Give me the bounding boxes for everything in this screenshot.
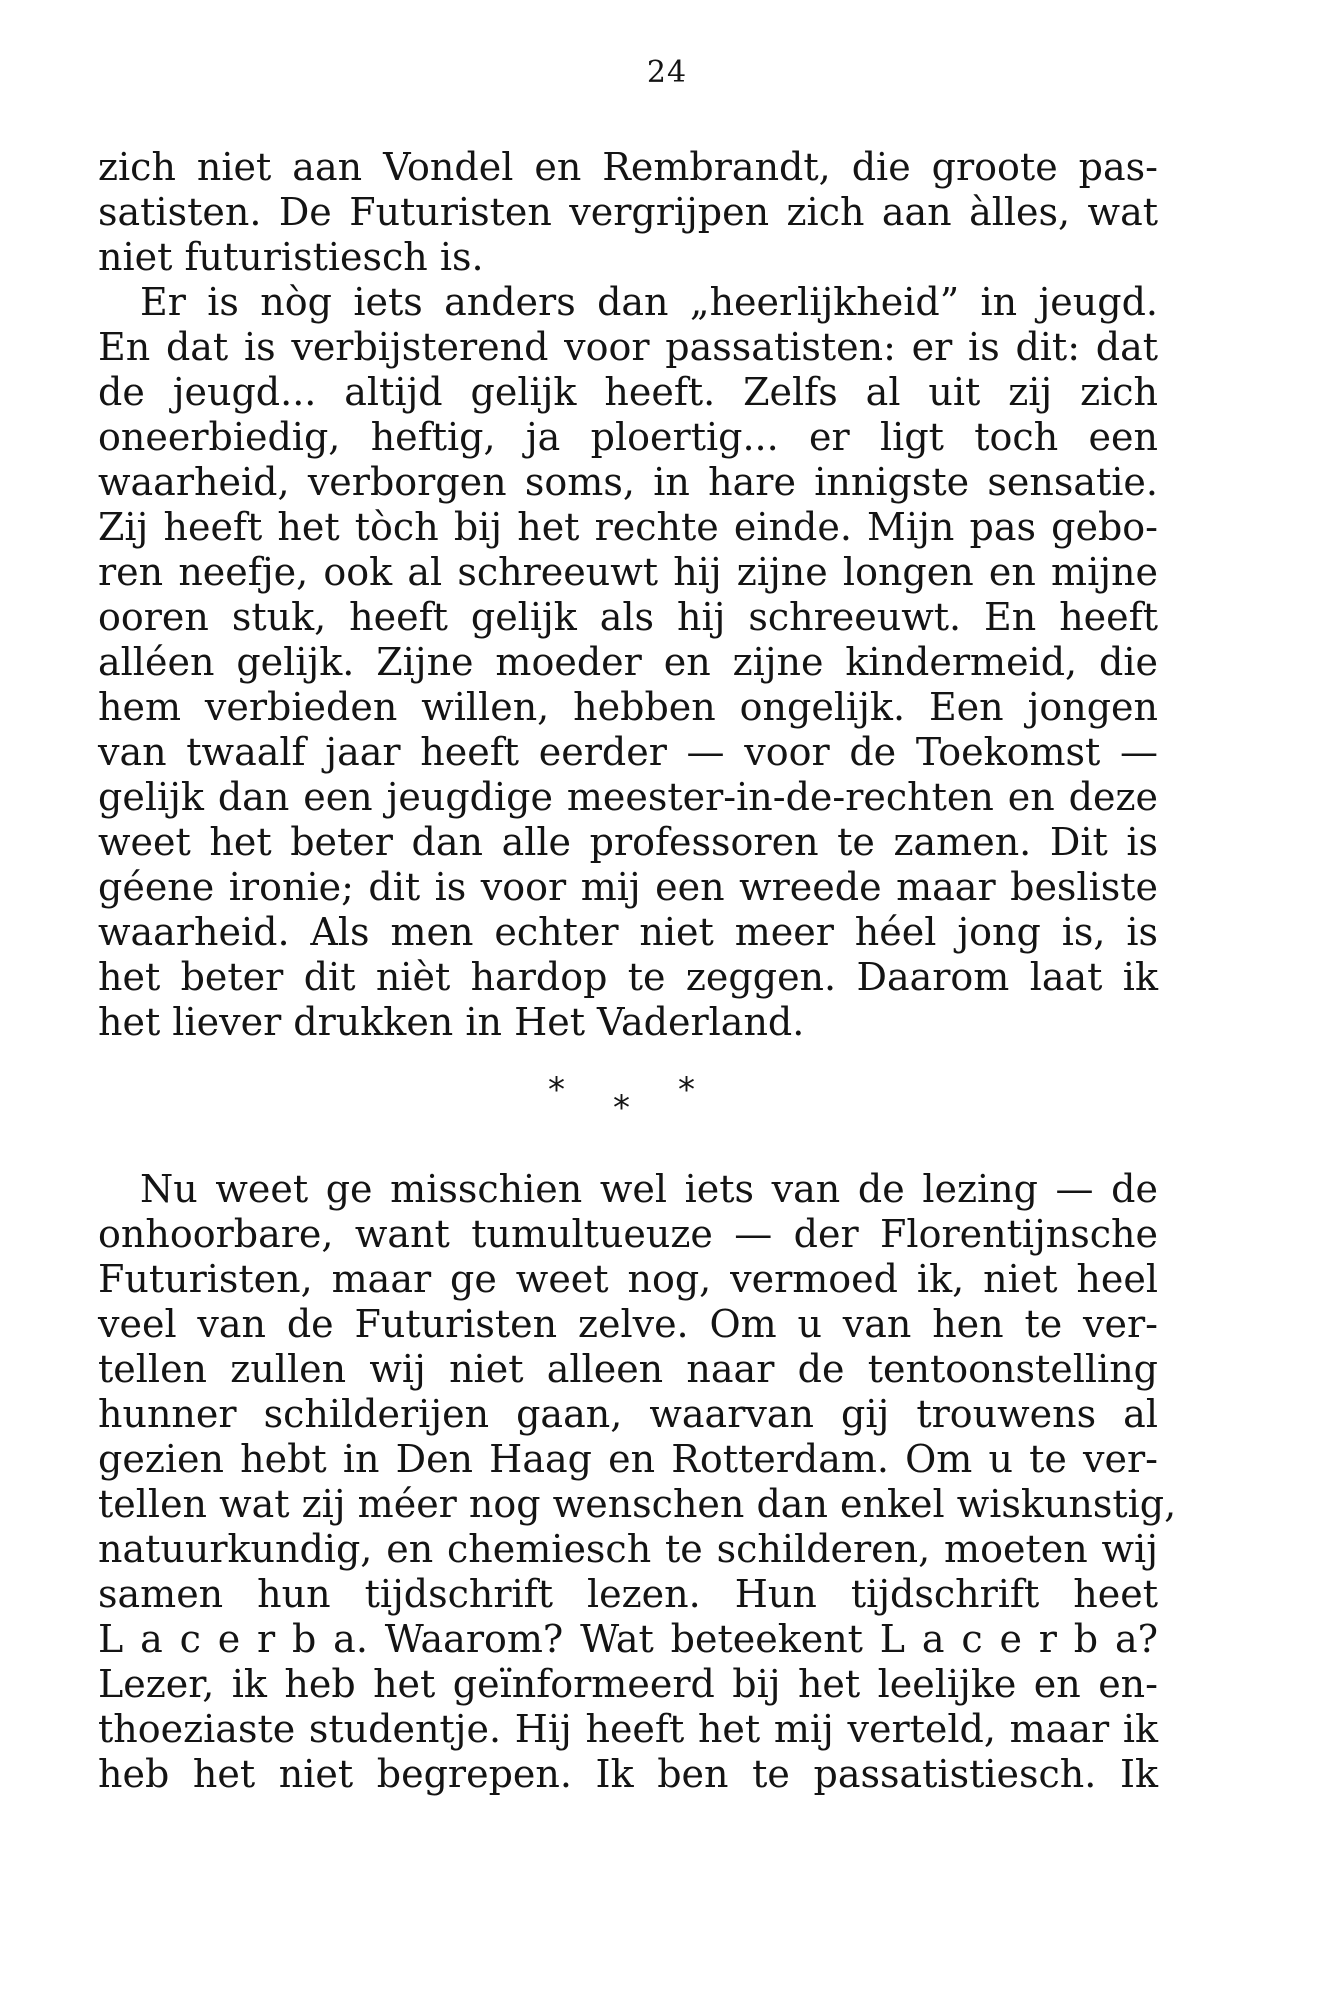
text-line: alléen gelijk. Zijne moeder en zijne kindermeid, die bbox=[98, 640, 1158, 684]
page-number: 24 bbox=[646, 55, 688, 90]
text-line: natuurkundig, en chemiesch te schilderen, moeten wij bbox=[98, 1527, 1158, 1571]
text-line: het beter dit nièt hardop te zeggen. Daarom laat ik bbox=[98, 955, 1158, 999]
text-line: oneerbiedig, heftig, ja ploertig... er ligt toch een bbox=[98, 415, 1158, 459]
text-line: gelijk dan een jeugdige meester-in-de-rechten en deze bbox=[98, 775, 1158, 819]
text-line: Nu weet ge misschien wel iets van de lezing — de bbox=[140, 1167, 1158, 1211]
text-line: thoeziaste studentje. Hij heeft het mij verteld, maar ik bbox=[98, 1707, 1158, 1751]
text-line: veel van de Futuristen zelve. Om u van hen te ver- bbox=[98, 1302, 1158, 1346]
text-line: satisten. De Futuristen vergrijpen zich aan àlles, wat bbox=[98, 190, 1158, 234]
text-line: En dat is verbijsterend voor passatisten: er is dit: dat bbox=[98, 325, 1158, 369]
text-line: ooren stuk, heeft gelijk als hij schreeuwt. En heeft bbox=[98, 595, 1158, 639]
text-line: tellen wat zij méer nog wenschen dan enkel wiskunstig, bbox=[98, 1482, 1177, 1526]
text-line: hem verbieden willen, hebben ongelijk. Een jongen bbox=[98, 685, 1158, 729]
text-line: Zij heeft het tòch bij het rechte einde. Mijn pas gebo- bbox=[98, 505, 1158, 549]
text-line: Lezer, ik heb het geïnformeerd bij het leelijke en en- bbox=[98, 1662, 1158, 1706]
text-line: weet het beter dan alle professoren te zamen. Dit is bbox=[98, 820, 1158, 864]
text-line: het liever drukken in Het Vaderland. bbox=[98, 1000, 805, 1044]
text-line: L a c e r b a. Waarom? Wat beteekent L a c e r b a? bbox=[98, 1617, 1158, 1661]
text-line: de jeugd... altijd gelijk heeft. Zelfs al uit zij zich bbox=[98, 370, 1158, 414]
text-line: heb het niet begrepen. Ik ben te passatistiesch. Ik bbox=[98, 1752, 1158, 1796]
text-line: niet futuristiesch is. bbox=[98, 235, 484, 279]
asterisk: * bbox=[548, 1070, 565, 1110]
text-line: samen hun tijdschrift lezen. Hun tijdschrift heet bbox=[98, 1572, 1158, 1616]
text-line: onhoorbare, want tumultueuze — der Florentijnsche bbox=[98, 1212, 1158, 1256]
text-line: géene ironie; dit is voor mij een wreede maar besliste bbox=[98, 865, 1158, 909]
text-line: waarheid. Als men echter niet meer héel jong is, is bbox=[98, 910, 1158, 954]
text-line: van twaalf jaar heeft eerder — voor de Toekomst — bbox=[98, 730, 1158, 774]
text-line: Futuristen, maar ge weet nog, vermoed ik, niet heel bbox=[98, 1257, 1158, 1301]
text-line: gezien hebt in Den Haag en Rotterdam. Om u te ver- bbox=[98, 1437, 1158, 1481]
text-line: tellen zullen wij niet alleen naar de tentoonstelling bbox=[98, 1347, 1158, 1391]
asterisk: * bbox=[678, 1070, 695, 1110]
text-line: zich niet aan Vondel en Rembrandt, die groote pas- bbox=[98, 145, 1158, 189]
text-line: hunner schilderijen gaan, waarvan gij trouwens al bbox=[98, 1392, 1158, 1436]
asterisk: * bbox=[613, 1088, 630, 1128]
text-line: Er is nòg iets anders dan „heerlijkheid” in jeugd. bbox=[140, 280, 1158, 324]
text-line: waarheid, verborgen soms, in hare innigste sensatie. bbox=[98, 460, 1158, 504]
text-line: ren neefje, ook al schreeuwt hij zijne longen en mijne bbox=[98, 550, 1158, 594]
